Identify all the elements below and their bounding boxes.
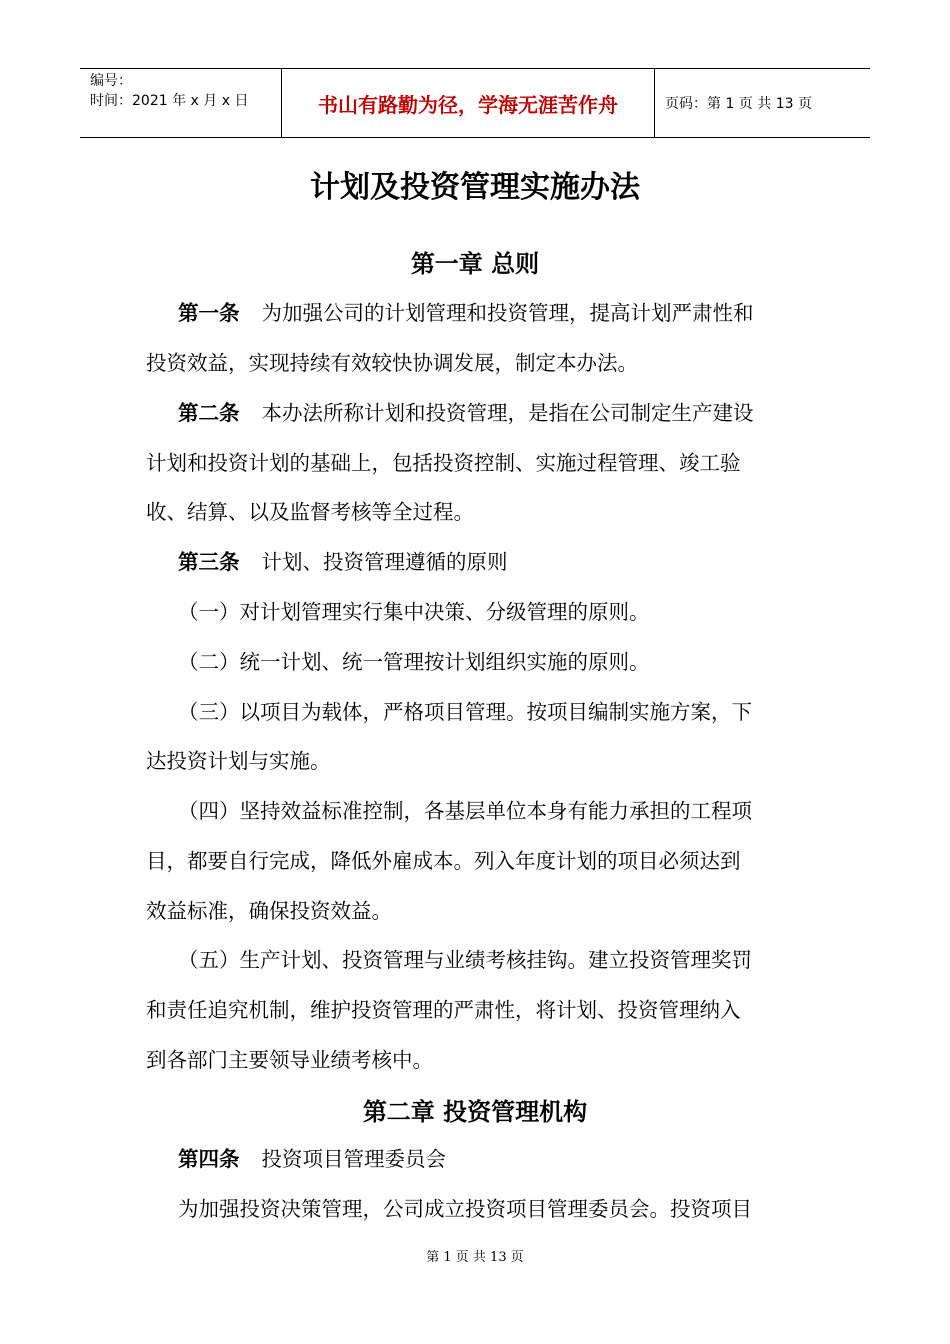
article-label: 第一条: [178, 301, 240, 325]
article-line: [178, 545, 508, 575]
header-page-info: 页码：第 1 页 共 13 页: [665, 96, 812, 112]
body-line: 目，都要自行完成，降低外雇成本。列入年度计划的项目必须达到: [146, 849, 741, 873]
body-line: 到各部门主要领导业绩考核中。: [146, 1048, 433, 1072]
article-label: 第三条: [178, 550, 240, 574]
chapter-heading: 第二章 投资管理机构: [362, 1098, 588, 1126]
header-meta: [80, 69, 282, 137]
article-label: 第四条: [178, 1147, 240, 1171]
article-line: [178, 296, 754, 326]
body-line: （一）对计划管理实行集中决策、分级管理的原则。: [178, 600, 650, 624]
body-line: （五）生产计划、投资管理与业绩考核挂钩。建立投资管理奖罚: [178, 948, 752, 972]
article-text: 本办法所称计划和投资管理，是指在公司制定生产建设: [261, 401, 754, 425]
body-line: 和责任追究机制，维护投资管理的严肃性，将计划、投资管理纳入: [146, 998, 741, 1022]
body-line: 效益标准，确保投资效益。: [146, 899, 392, 923]
article-text: 为加强公司的计划管理和投资管理，提高计划严肃性和: [261, 301, 754, 325]
page-header: [80, 68, 870, 138]
body-line: 收、结算、以及监督考核等全过程。: [146, 500, 474, 524]
body-line: （三）以项目为载体，严格项目管理。按项目编制实施方案，下: [178, 700, 752, 724]
article-line: [178, 396, 754, 426]
body-line: 为加强投资决策管理，公司成立投资项目管理委员会。投资项目: [178, 1197, 752, 1221]
article-label: 第二条: [178, 401, 240, 425]
document-title: 计划及投资管理实施办法: [310, 170, 640, 205]
article-text: 投资项目管理委员会: [261, 1147, 446, 1171]
body-line: 计划和投资计划的基础上，包括投资控制、实施过程管理、竣工验: [146, 451, 741, 475]
body-line: （四）坚持效益标准控制，各基层单位本身有能力承担的工程项: [178, 799, 752, 823]
article-text: 计划、投资管理遵循的原则: [261, 550, 508, 574]
time-label: 时间：2021 年 x 月 x 日: [90, 93, 249, 109]
body-line: （二）统一计划、统一管理按计划组织实施的原则。: [178, 650, 650, 674]
body-line: 达投资计划与实施。: [146, 749, 331, 773]
page-footer: 第 1 页 共 13 页: [426, 1250, 524, 1265]
article-line: [178, 1142, 446, 1172]
chapter-heading: 第一章 总则: [410, 250, 540, 278]
header-motto: 书山有路勤为径，学海无涯苦作舟: [282, 69, 655, 137]
number-label: 编号：: [90, 73, 132, 89]
body-line: 投资效益，实现持续有效较快协调发展，制定本办法。: [146, 351, 638, 375]
